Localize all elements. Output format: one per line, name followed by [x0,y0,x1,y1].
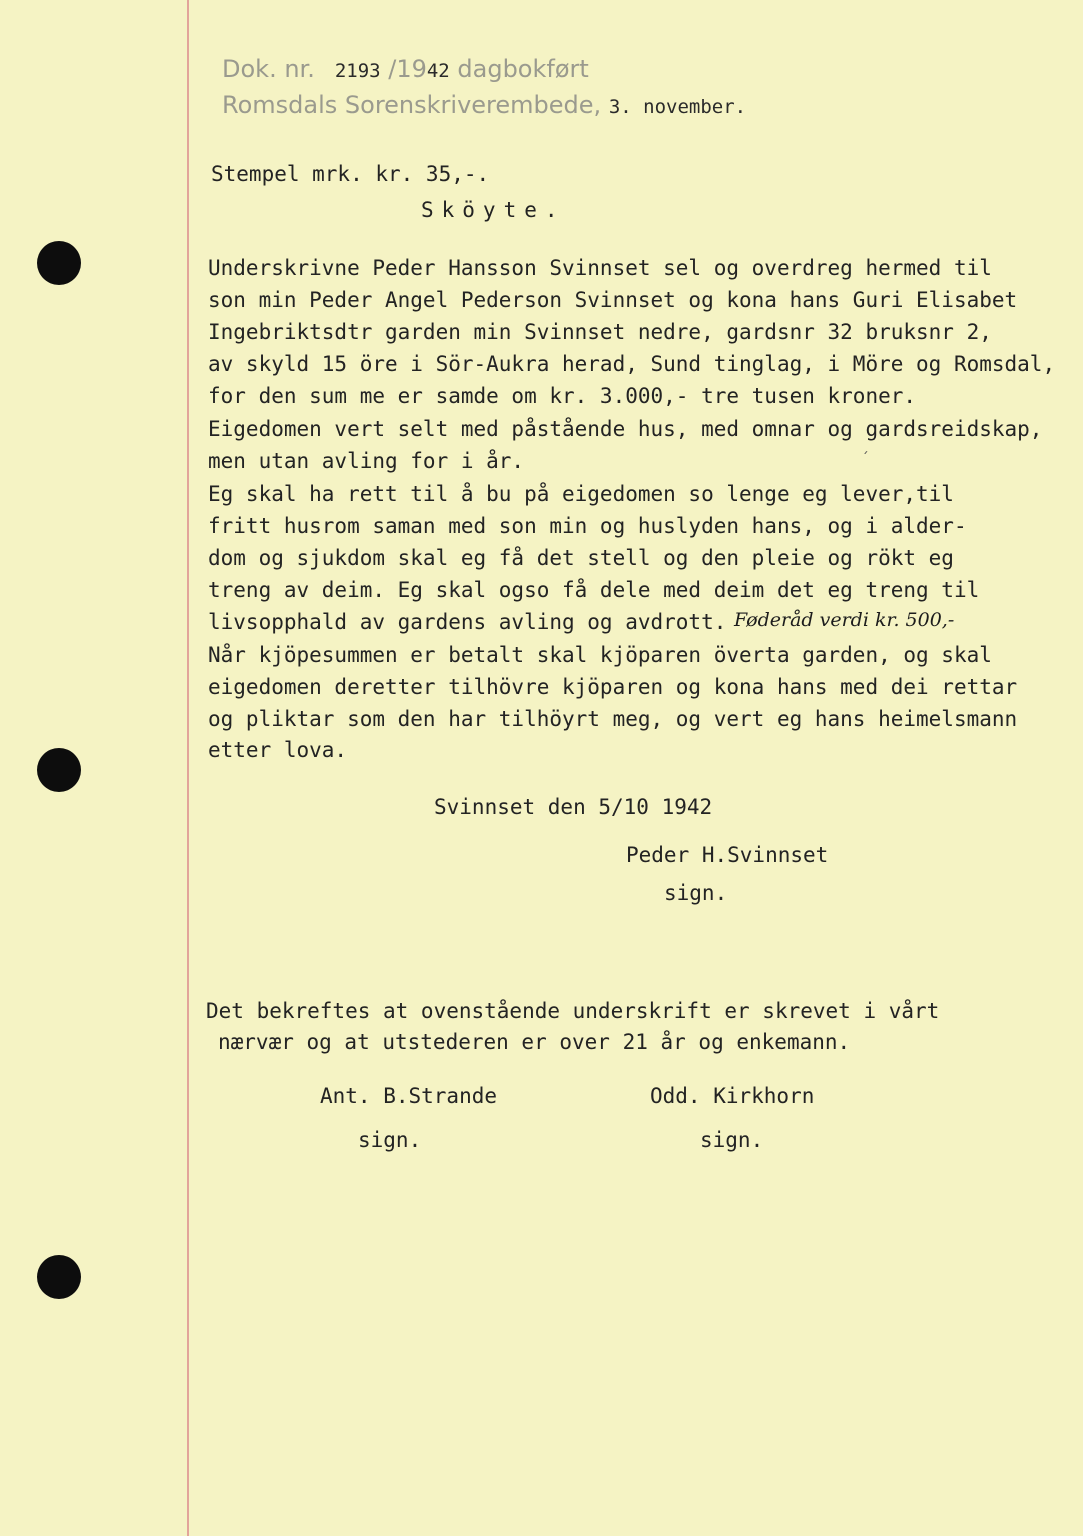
place-date: Svinnset den 5/10 1942 [434,795,713,819]
punch-hole [37,1255,81,1299]
dok-number: 2193 [334,60,381,82]
body-line: og pliktar som den har tilhöyrt meg, og vert eg hans heimelsmann [208,707,1018,731]
registration-date: 3. november. [608,96,747,118]
punch-hole [37,241,81,285]
handwritten-note: Føderåd verdi kr. 500,- [734,609,955,631]
dok-label: Dok. nr. [222,55,315,83]
body-line: for den sum me er samde om kr. 3.000,- tre tusen kroner. [208,384,917,408]
body-line: livsopphald av gardens avling og avdrott. [208,610,727,634]
body-line: etter lova. [208,738,348,762]
body-line: av skyld 15 öre i Sör-Aukra herad, Sund tinglag, i Möre og Romsdal, [208,352,1056,376]
red-margin-line [187,0,189,1536]
stamp-fee: Stempel mrk. kr. 35,-. [211,162,490,186]
body-line: son min Peder Angel Pederson Svinnset og kona hans Guri Elisabet [208,288,1018,312]
body-line: eigedomen deretter tilhövre kjöparen og kona hans med dei rettar [208,675,1018,699]
body-line: Eg skal ha rett til å bu på eigedomen so lenge eg lever,til [208,482,954,506]
body-line: Ingebriktsdtr garden min Svinnset nedre, gardsnr 32 bruksnr 2, [208,320,992,344]
body-line: men utan avling for i år. [208,449,525,473]
body-line: treng av deim. Eg skal ogso få dele med deim det eg treng til [208,578,980,602]
dagbokfort-label: dagbokført [457,55,589,83]
body-line: fritt husrom saman med son min og huslyden hans, og i alder- [208,514,967,538]
year-suffix: 42 [426,60,450,82]
confirmation-line: nærvær og at utstederen er over 21 år og enkemann. [218,1030,851,1054]
body-line: dom og sjukdom skal eg få det stell og den pleie og rökt eg [208,546,954,570]
confirmation-line: Det bekreftes at ovenstående underskrift er skrevet i vårt [206,999,940,1023]
signer-sign: sign. [664,881,728,905]
body-line: Eigedomen vert selt med påstående hus, med omnar og gardsreidskap, [208,417,1043,441]
witness-name: Ant. B.Strande [320,1084,498,1108]
witness-sign: sign. [700,1128,764,1152]
witness-sign: sign. [358,1128,422,1152]
punch-hole [37,748,81,792]
year-prefix: /19 [388,55,427,83]
body-line: Når kjöpesummen er betalt skal kjöparen överta garden, og skal [208,643,992,667]
pencil-mark: ´ [861,451,870,467]
signer-name: Peder H.Svinnset [626,843,829,867]
body-line: Underskrivne Peder Hansson Svinnset sel og overdreg hermed til [208,256,992,280]
document-title: Sköyte. [421,198,566,222]
registration-stamp [222,52,747,124]
witness-name: Odd. Kirkhorn [650,1084,815,1108]
office-name: Romsdals Sorenskriverembede, [222,91,602,119]
